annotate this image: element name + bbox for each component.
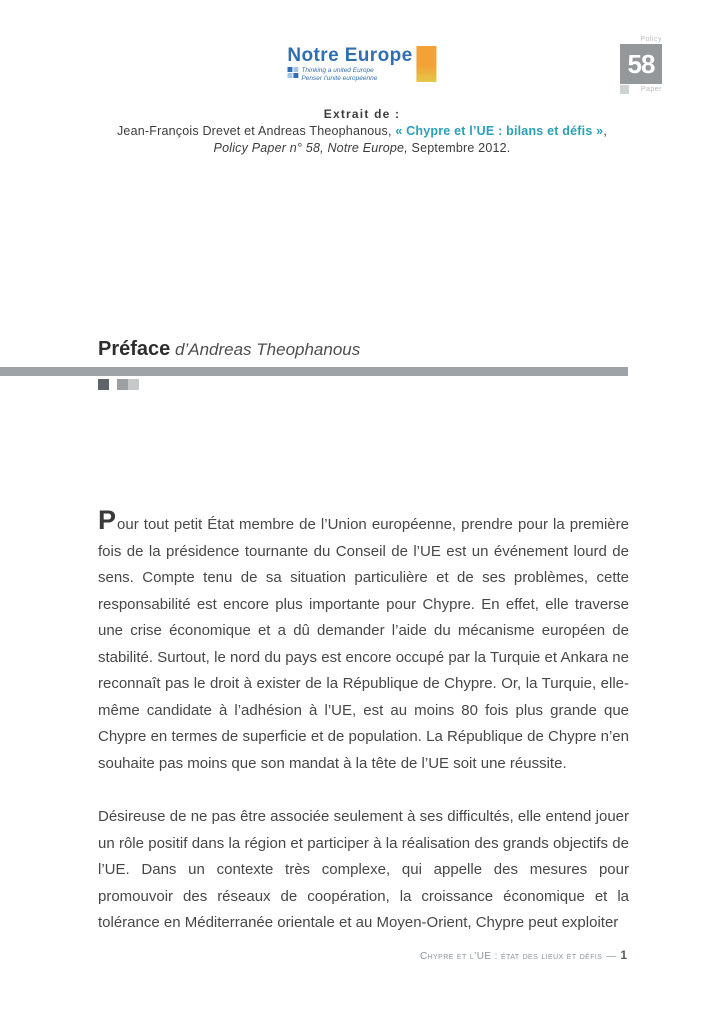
page-number: 1 — [620, 948, 627, 962]
badge-series-bottom-label: Paper — [640, 86, 662, 93]
preface-title: Préface — [98, 338, 171, 360]
citation-title-comma: , — [603, 124, 607, 138]
initial-letter: P — [98, 505, 117, 535]
notre-europe-logo — [287, 46, 436, 82]
logo-orange-block — [417, 46, 437, 82]
badge-notch-square — [620, 85, 629, 94]
policy-paper-badge — [620, 36, 662, 94]
paragraph-2 — [98, 804, 629, 937]
footer-separator: — — [606, 951, 617, 962]
logo-tagline-row — [287, 67, 412, 82]
logo-wordmark: Notre Europe — [287, 45, 413, 66]
paragraph-1 — [98, 507, 629, 777]
badge-number-box — [620, 44, 662, 84]
logo-grid-icon — [287, 67, 298, 78]
citation-authors: Jean-François Drevet et Andreas Theophanous, — [116, 124, 396, 138]
badge-bottom-row — [620, 85, 662, 94]
logo-tagline-en: Thinking a united Europe — [301, 67, 374, 74]
citation-reference-date: Septembre 2012. — [407, 141, 511, 155]
section-heading — [98, 326, 360, 363]
logo-taglines — [301, 67, 377, 82]
running-title: Chypre et l’UE : état des lieux et défis — [419, 951, 603, 962]
decoration-square-light — [128, 379, 139, 390]
body-text — [98, 507, 629, 937]
citation-authors-title-line — [0, 123, 724, 140]
paragraph-2-text: Désireuse de ne pas être associée seulement à ses difficultés, elle entend jouer un rôle positif dans la région et participer à la réalisation des grands objectifs de l’UE. Dans un contexte très complexe, qui appelle des mesures pour promouvoir des réseaux de coopération, la croissance économique et la tolérance en Méditerranée orientale et au Moyen-Orient, Chypre peut exploiter — [98, 808, 629, 931]
citation-block — [0, 106, 724, 157]
logo-main — [287, 46, 436, 82]
divider-bar — [0, 367, 628, 376]
citation-reference-italic: Policy Paper n° 58, Notre Europe, — [213, 141, 408, 155]
page-footer — [420, 948, 627, 962]
logo-text-column — [287, 46, 412, 82]
decoration-square-medium — [117, 379, 128, 390]
citation-paper-title: « Chypre et l’UE : bilans et défis » — [395, 124, 604, 138]
preface-author: d’Andreas Theophanous — [170, 340, 361, 359]
badge-number: 58 — [627, 48, 655, 79]
citation-extrait-line: Extrait de : — [323, 107, 401, 121]
citation-reference-line — [0, 140, 724, 157]
paragraph-1-text: our tout petit État membre de l’Union européenne, prendre pour la première fois de la présidence tournante du Conseil de l’UE est un événement lourd de sens. Compte tenu de sa situation particulière et de ses problèmes, cette responsabilité est encore plus importante pour Chypre. En effet, elle traverse une crise économique et a dû demander l’aide du mécanisme européen de stabilité. Surtout, le nord du pays est encore occupé par la Turquie et Ankara ne reconnaît pas le droit à exister de la République de Chypre. Or, la Turquie, elle-même candidate à l’adhésion à l’UE, est au moins 80 fois plus grande que Chypre en termes de superficie et de population. La République de Chypre n’en souhaite pas moins que son mandat à la tête de l’UE soit une réussite. — [98, 516, 629, 772]
badge-series-top-label: Policy — [640, 36, 662, 43]
logo-tagline-fr: Penser l’unité européenne — [301, 74, 378, 82]
decoration-square-dark — [98, 379, 109, 390]
